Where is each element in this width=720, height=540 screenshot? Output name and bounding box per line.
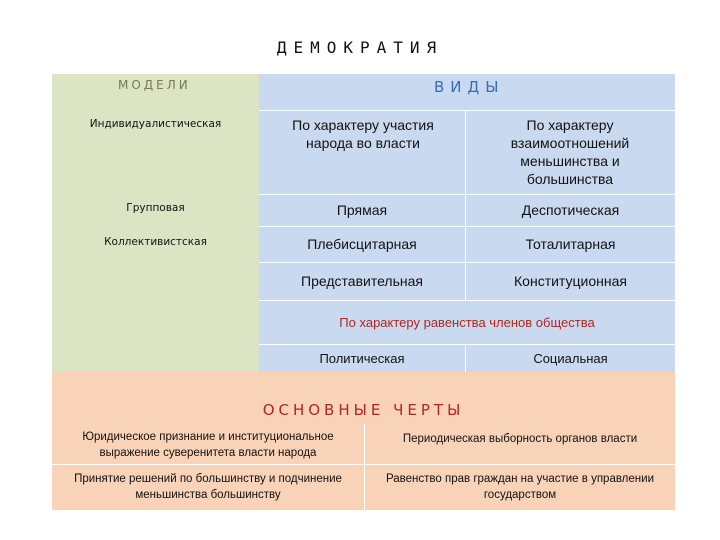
feature-equal-rights: Равенство прав граждан на участие в управлении государством [386, 473, 654, 501]
models-header: МОДЕЛИ [118, 78, 191, 92]
relations-header: По характеру взаимоотношений меньшинства и большинства [510, 117, 630, 187]
kind-plebiscitary: Плебисцитарная [307, 236, 417, 252]
feature-sovereignty: Юридическое признание и институциональное выражение суверенитета власти народа [82, 431, 334, 459]
feature-majority: Принятие решений по большинству и подчинение меньшинства большинству [74, 473, 342, 501]
feature-elections: Периодическая выборность органов власти [402, 433, 638, 445]
divider [259, 344, 675, 345]
equality-political: Политическая [319, 351, 405, 366]
divider [259, 300, 675, 301]
model-individualist: Индивидуалистическая [89, 118, 222, 130]
kind-despotic: Деспотическая [521, 202, 620, 218]
participation-header: По характеру участия народа во власти [292, 117, 434, 151]
equality-header: По характеру равенства членов общества [339, 314, 595, 330]
divider [259, 194, 675, 195]
model-collectivist: Коллективистская [104, 236, 207, 248]
divider [364, 424, 365, 510]
features-header: ОСНОВНЫЕ ЧЕРТЫ [262, 401, 465, 419]
divider [259, 226, 675, 227]
kind-representative: Представительная [301, 273, 423, 289]
divider [259, 110, 675, 111]
kinds-header: ВИДЫ [434, 78, 505, 96]
kind-constitutional: Конституционная [514, 273, 627, 289]
kind-direct: Прямая [336, 202, 388, 218]
kind-totalitarian: Тоталитарная [525, 236, 616, 252]
model-group: Групповая [126, 202, 185, 214]
equality-social: Социальная [533, 351, 608, 366]
page-title: ДЕМОКРАТИЯ [276, 38, 444, 57]
divider [259, 262, 675, 263]
